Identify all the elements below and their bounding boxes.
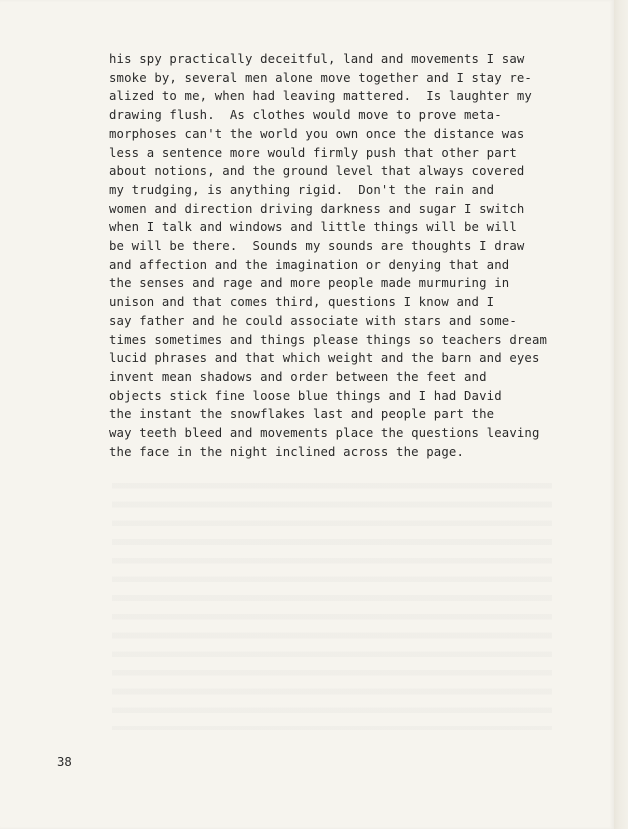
text-line: less a sentence more would firmly push that other part <box>109 145 517 160</box>
text-line: objects stick fine loose blue things and I had David <box>109 388 502 403</box>
text-line: the instant the snowflakes last and people part the <box>109 407 495 422</box>
text-line: times sometimes and things please things so teachers dream <box>109 332 548 347</box>
text-line: and affection and the imagination or denying that and <box>109 257 510 272</box>
body-text <box>109 50 547 461</box>
show-through-text <box>112 470 552 730</box>
text-line: invent mean shadows and order between the feet and <box>109 369 487 384</box>
text-line: my trudging, is anything rigid. Don't the rain and <box>109 182 495 197</box>
text-line: about notions, and the ground level that always covered <box>109 164 525 179</box>
text-line: his spy practically deceitful, land and movements I saw <box>109 52 525 66</box>
text-line: the senses and rage and more people made murmuring in <box>109 276 510 291</box>
text-line: morphoses can't the world you own once the distance was <box>109 126 525 141</box>
text-line: women and direction driving darkness and sugar I switch <box>109 201 525 216</box>
text-line: smoke by, several men alone move together and I stay re- <box>109 70 532 85</box>
text-line: be will be there. Sounds my sounds are thoughts I draw <box>109 239 525 254</box>
page-edge <box>614 0 628 829</box>
text-line: say father and he could associate with stars and some- <box>109 313 517 328</box>
text-line: alized to me, when had leaving mattered. Is laughter my <box>109 89 532 104</box>
text-line: unison and that comes third, questions I know and I <box>109 295 495 310</box>
text-line: lucid phrases and that which weight and the barn and eyes <box>109 351 540 366</box>
page-number: 38 <box>57 755 72 769</box>
text-line: way teeth bleed and movements place the questions leaving <box>109 426 540 441</box>
text-line: drawing flush. As clothes would move to prove meta- <box>109 108 502 123</box>
text-line: the face in the night inclined across the page. <box>109 444 465 459</box>
text-line: when I talk and windows and little things will be will <box>109 220 517 235</box>
